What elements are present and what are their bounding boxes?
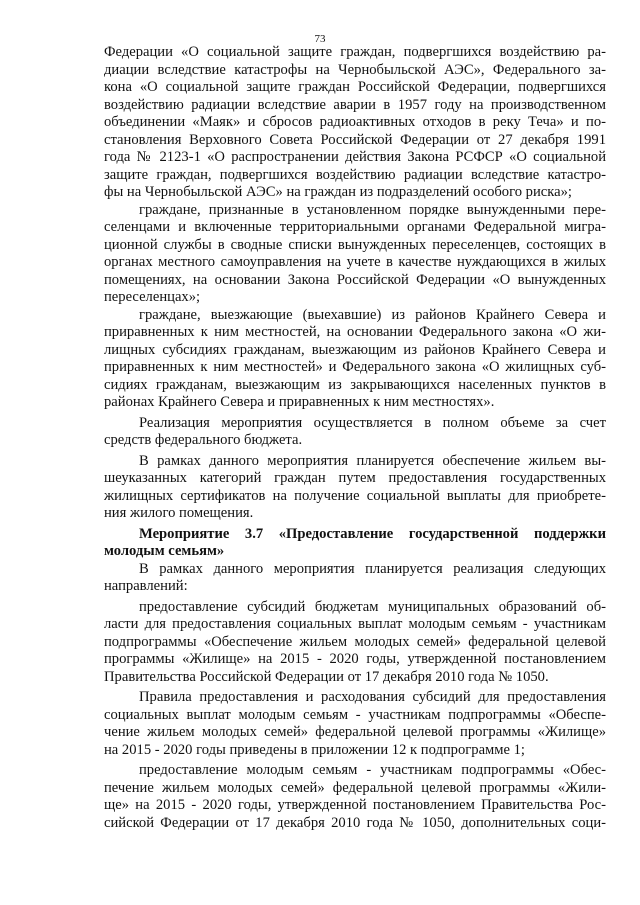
paragraph-first-line: В рамках данного мероприятия планируется реализация следующих [139, 560, 606, 577]
text-line: лищных субсидиях гражданам, выезжающим из районов Крайнего Севера и [104, 341, 606, 358]
body-text [104, 44, 606, 832]
text-line: защите граждан, подвергшихся воздействию радиации вследствие катастро- [104, 166, 606, 183]
paragraph-first-line: В рамках данного мероприятия планируется обеспечение жильем вы- [139, 452, 606, 469]
text-line: приравненных к ним местностей, на основании Федерального закона «О жи- [104, 324, 606, 340]
text-line: районах Крайнего Севера и приравненных к ним местностях». [104, 394, 495, 410]
text-line: года № 2123-1 «О распространении действия Закона РСФСР «О социальной [104, 149, 606, 165]
text-line: ласти для предоставления социальных выплат молодым семьям - участникам [104, 616, 606, 632]
text-line: шеуказанных категорий граждан путем предоставления государственных [104, 470, 606, 486]
paragraph-first-line: предоставление молодым семьям - участникам подпрограммы «Обес- [139, 762, 606, 778]
text-line: диации вследствие катастрофы на Чернобыльской АЭС», Федерального за- [104, 61, 606, 78]
text-line: программы «Жилище» на 2015 - 2020 годы, утвержденной постановлением [104, 651, 606, 667]
text-line: переселенцах»; [104, 289, 201, 305]
text-line: ционной службы в сводные списки вынужденных переселенцев, состоящих в [104, 236, 606, 253]
text-line: воздействию радиации вследствие аварии в 1957 году на производственном [104, 96, 606, 113]
text-line: ще» на 2015 - 2020 годы, утвержденной постановлением Правительства Рос- [104, 797, 606, 813]
paragraph-first-line: Реализация мероприятия осуществляется в полном объеме за счет [139, 414, 606, 431]
page-number: 73 [314, 33, 326, 45]
text-line: Правительства Российской Федерации от 17 декабря 2010 года № 1050. [104, 668, 549, 685]
text-line: помещениях, на основании Закона Российской Федерации «О вынужденных [104, 271, 606, 288]
text-line: селенцами и включенные территориальными органами Федеральной мигра- [104, 219, 606, 235]
text-line: чение жильем молодых семей» федеральной целевой программы «Жилище» [104, 724, 606, 740]
text-line: становления Верховного Совета Российской Федерации от 27 декабря 1991 [104, 131, 606, 148]
text-line: сидиях гражданам, выезжающим из закрывающихся населенных пунктов в [104, 376, 606, 393]
text-line: ния жилого помещения. [104, 505, 254, 521]
text-line: сийской Федерации от 17 декабря 2010 года № 1050, дополнительных соци- [104, 814, 606, 831]
text-line: средств федерального бюджета. [104, 432, 303, 448]
paragraph-first-line: предоставление субсидий бюджетам муниципальных образований об- [139, 598, 606, 615]
text-line: приравненных к ним местностей» и Федерального закона «О жилищных суб- [104, 359, 606, 375]
text-line: Федерации «О социальной защите граждан, подвергшихся воздействию ра- [104, 44, 606, 60]
text-line: жилищных сертификатов на получение социальной выплаты для приобрете- [104, 487, 606, 504]
text-line: на 2015 - 2020 годы приведены в приложении 12 к подпрограмме 1; [104, 741, 525, 758]
text-line: органах местного самоуправления на учете в качестве нуждающихся в жилых [104, 254, 606, 270]
paragraph-first-line: граждане, признанные в установленном порядке вынужденными пере- [139, 201, 606, 218]
text-line: социальных выплат молодым семьям - участникам подпрограммы «Обеспе- [104, 706, 606, 723]
text-line: печение жильем молодых семей» федеральной целевой программы «Жили- [104, 779, 606, 796]
text-line: объединении «Маяк» и сбросов радиоактивных отходов в реку Теча» и по- [104, 114, 606, 130]
text-line: подпрограммы «Обеспечение жильем молодых семей» федеральной целевой [104, 633, 606, 650]
section-heading: Мероприятие 3.7 «Предоставление государственной поддержки [139, 525, 606, 542]
section-heading: молодым семьям» [104, 543, 225, 559]
text-line: направлений: [104, 578, 188, 594]
paragraph-first-line: Правила предоставления и расходования субсидий для предоставления [139, 689, 606, 705]
text-line: кона «О социальной защите граждан Российской Федерации, подвергшихся [104, 79, 606, 95]
text-line: фы на Чернобыльской АЭС» на граждан из подразделений особого риска»; [104, 184, 572, 200]
paragraph-first-line: граждане, выезжающие (выехавшие) из районов Крайнего Севера и [139, 306, 606, 323]
